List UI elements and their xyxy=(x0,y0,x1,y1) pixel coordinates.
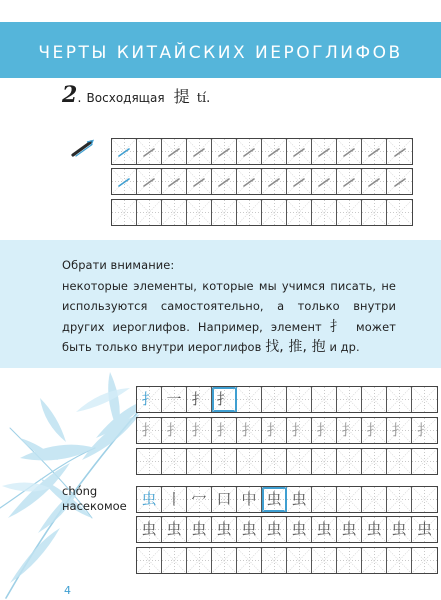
grid-cell xyxy=(137,387,162,412)
grid-cell xyxy=(162,517,187,542)
grid-cell xyxy=(287,200,312,225)
grid-cell xyxy=(112,169,137,194)
grid-cell xyxy=(237,139,262,164)
grid-cell xyxy=(137,517,162,542)
grid-cell xyxy=(162,449,187,474)
hanzi-glyph: 扌 xyxy=(216,390,232,408)
grid-cell xyxy=(362,200,387,225)
grid-cell xyxy=(337,387,362,412)
grid-cell xyxy=(237,418,262,443)
grid-cell xyxy=(387,200,412,225)
grid-cell xyxy=(262,487,287,512)
grid-cell xyxy=(387,487,412,512)
grid-cell xyxy=(137,449,162,474)
grid-cell xyxy=(212,548,237,573)
grid-cell xyxy=(412,387,437,412)
grid-cell xyxy=(312,449,337,474)
grid-cell xyxy=(337,449,362,474)
grid-cell xyxy=(212,449,237,474)
practice-grid-chong-row-1 xyxy=(136,486,438,513)
grid-cell xyxy=(312,200,337,225)
grid-cell xyxy=(412,418,437,443)
grid-cell xyxy=(312,418,337,443)
grid-cell xyxy=(362,387,387,412)
grid-cell xyxy=(212,418,237,443)
hanzi-glyph: 虫 xyxy=(166,520,182,538)
hanzi-glyph: 虫 xyxy=(291,520,307,538)
grid-cell xyxy=(287,449,312,474)
stroke-heading xyxy=(62,82,210,108)
grid-cell xyxy=(287,517,312,542)
grid-cell xyxy=(262,517,287,542)
grid-cell xyxy=(237,387,262,412)
hanzi-glyph: 虫 xyxy=(341,520,357,538)
hanzi-glyph: 丨 xyxy=(166,490,182,508)
grid-cell xyxy=(162,487,187,512)
hanzi-glyph: 一 xyxy=(166,390,182,408)
grid-cell xyxy=(262,418,287,443)
note-title: Обрати внимание: xyxy=(62,258,175,272)
hanzi-glyph: 扌 xyxy=(216,421,232,439)
grid-cell xyxy=(162,139,187,164)
stroke-pinyin: tí. xyxy=(196,91,211,106)
header-banner xyxy=(0,22,441,78)
grid-cell xyxy=(212,169,237,194)
grid-cell xyxy=(362,139,387,164)
grid-cell xyxy=(387,169,412,194)
grid-cell xyxy=(412,449,437,474)
hanzi-glyph: 虫 xyxy=(141,490,157,508)
grid-cell xyxy=(187,487,212,512)
grid-cell xyxy=(287,487,312,512)
hanzi-glyph: 虫 xyxy=(391,520,407,538)
grid-cell xyxy=(312,548,337,573)
practice-grid-rise-row-1 xyxy=(111,138,413,165)
hanzi-glyph: 虫 xyxy=(366,520,382,538)
grid-cell xyxy=(287,418,312,443)
grid-cell xyxy=(387,517,412,542)
practice-grid-chong-row-3 xyxy=(136,547,438,574)
grid-cell xyxy=(212,487,237,512)
grid-cell xyxy=(187,387,212,412)
grid-cell xyxy=(187,449,212,474)
grid-cell xyxy=(187,139,212,164)
grid-cell xyxy=(312,169,337,194)
grid-cell xyxy=(187,169,212,194)
hanzi-glyph: 口 xyxy=(216,490,232,508)
hanzi-glyph: 扌 xyxy=(191,421,207,439)
grid-cell xyxy=(337,517,362,542)
grid-cell xyxy=(287,387,312,412)
stroke-name: Восходящая xyxy=(86,91,165,105)
grid-cell xyxy=(212,139,237,164)
hanzi-glyph: 扌 xyxy=(141,421,157,439)
grid-cell xyxy=(312,139,337,164)
grid-cell xyxy=(187,517,212,542)
grid-cell xyxy=(287,139,312,164)
practice-grid-rise-row-3 xyxy=(111,199,413,226)
grid-cell xyxy=(362,449,387,474)
note-text-before: некоторые элементы, которые мы учимся писать, не используются самостоятельно, а только внутри других иероглифов. Например, элемент xyxy=(62,278,396,334)
hanzi-glyph: 扌 xyxy=(316,421,332,439)
grid-cell xyxy=(237,487,262,512)
brush-rising-stroke-icon xyxy=(70,137,96,159)
grid-cell xyxy=(387,548,412,573)
grid-cell xyxy=(287,169,312,194)
grid-cell xyxy=(387,387,412,412)
grid-cell xyxy=(187,548,212,573)
hanzi-glyph: 虫 xyxy=(141,520,157,538)
grid-cell xyxy=(262,387,287,412)
hanzi-glyph: 扌 xyxy=(166,421,182,439)
grid-cell xyxy=(237,200,262,225)
grid-cell xyxy=(387,139,412,164)
hanzi-glyph: 扌 xyxy=(416,421,432,439)
grid-cell xyxy=(237,169,262,194)
grid-cell xyxy=(137,418,162,443)
hanzi-glyph: 虫 xyxy=(316,520,332,538)
grid-cell xyxy=(337,200,362,225)
practice-grid-shou-row-1 xyxy=(136,386,438,413)
grid-cell xyxy=(337,169,362,194)
word-pinyin: chóng xyxy=(62,484,98,498)
grid-cell xyxy=(412,548,437,573)
grid-cell xyxy=(337,139,362,164)
stroke-number-dot: . xyxy=(77,91,82,106)
note-examples-hanzi: 找, 推, 抱 xyxy=(265,339,326,355)
grid-cell xyxy=(212,387,237,412)
grid-cell xyxy=(137,548,162,573)
grid-cell xyxy=(112,200,137,225)
hanzi-glyph: 虫 xyxy=(241,520,257,538)
grid-cell xyxy=(387,449,412,474)
grid-cell xyxy=(162,387,187,412)
practice-grid-rise-row-2 xyxy=(111,168,413,195)
hanzi-glyph: 扌 xyxy=(366,421,382,439)
grid-cell xyxy=(237,517,262,542)
note-element-hanzi: 扌 xyxy=(329,318,349,335)
word-meaning: насекомое xyxy=(62,499,127,513)
grid-cell xyxy=(237,548,262,573)
hanzi-glyph: 虫 xyxy=(191,520,207,538)
note-text xyxy=(62,255,396,358)
grid-cell xyxy=(187,418,212,443)
grid-cell xyxy=(362,418,387,443)
grid-cell xyxy=(412,517,437,542)
grid-cell xyxy=(237,449,262,474)
hanzi-glyph: 虫 xyxy=(266,520,282,538)
grid-cell xyxy=(162,169,187,194)
hanzi-glyph: 扌 xyxy=(266,421,282,439)
hanzi-glyph: 扌 xyxy=(191,390,207,408)
grid-cell xyxy=(362,487,387,512)
grid-cell xyxy=(112,139,137,164)
grid-cell xyxy=(262,200,287,225)
grid-cell xyxy=(262,169,287,194)
grid-cell xyxy=(137,487,162,512)
grid-cell xyxy=(362,169,387,194)
hanzi-glyph: 冖 xyxy=(191,490,207,508)
grid-cell xyxy=(137,139,162,164)
page-title: ЧЕРТЫ КИТАЙСКИХ ИЕРОГЛИФОВ xyxy=(38,43,403,63)
grid-cell xyxy=(287,548,312,573)
hanzi-glyph: 虫 xyxy=(266,490,282,508)
grid-cell xyxy=(212,200,237,225)
hanzi-glyph: 扌 xyxy=(141,390,157,408)
hanzi-glyph: 扌 xyxy=(291,421,307,439)
grid-cell xyxy=(262,548,287,573)
hanzi-glyph: 虫 xyxy=(291,490,307,508)
hanzi-glyph: 扌 xyxy=(241,421,257,439)
grid-cell xyxy=(312,387,337,412)
grid-cell xyxy=(312,517,337,542)
grid-cell xyxy=(262,449,287,474)
grid-cell xyxy=(137,169,162,194)
grid-cell xyxy=(337,487,362,512)
grid-cell xyxy=(362,517,387,542)
grid-cell xyxy=(262,139,287,164)
hanzi-glyph: 虫 xyxy=(416,520,432,538)
grid-cell xyxy=(162,200,187,225)
grid-cell xyxy=(362,548,387,573)
grid-cell xyxy=(162,418,187,443)
hanzi-glyph: 中 xyxy=(241,490,257,508)
practice-grid-shou-row-3 xyxy=(136,448,438,475)
grid-cell xyxy=(337,418,362,443)
practice-grid-chong-row-2 xyxy=(136,516,438,543)
hanzi-glyph: 扌 xyxy=(391,421,407,439)
grid-cell xyxy=(312,487,337,512)
hanzi-glyph: 扌 xyxy=(341,421,357,439)
grid-cell xyxy=(337,548,362,573)
grid-cell xyxy=(212,517,237,542)
stroke-number: 2 xyxy=(62,82,78,108)
note-text-middle: может быть только внутри иероглифов xyxy=(62,319,396,354)
hanzi-glyph: 虫 xyxy=(216,520,232,538)
grid-cell xyxy=(412,487,437,512)
grid-cell xyxy=(187,200,212,225)
grid-cell xyxy=(137,200,162,225)
grid-cell xyxy=(162,548,187,573)
practice-grid-shou-row-2 xyxy=(136,417,438,444)
stroke-hanzi: 提 xyxy=(173,87,190,106)
note-body xyxy=(62,276,396,358)
page-number: 4 xyxy=(64,584,71,597)
note-text-after: и др. xyxy=(329,340,360,354)
grid-cell xyxy=(387,418,412,443)
